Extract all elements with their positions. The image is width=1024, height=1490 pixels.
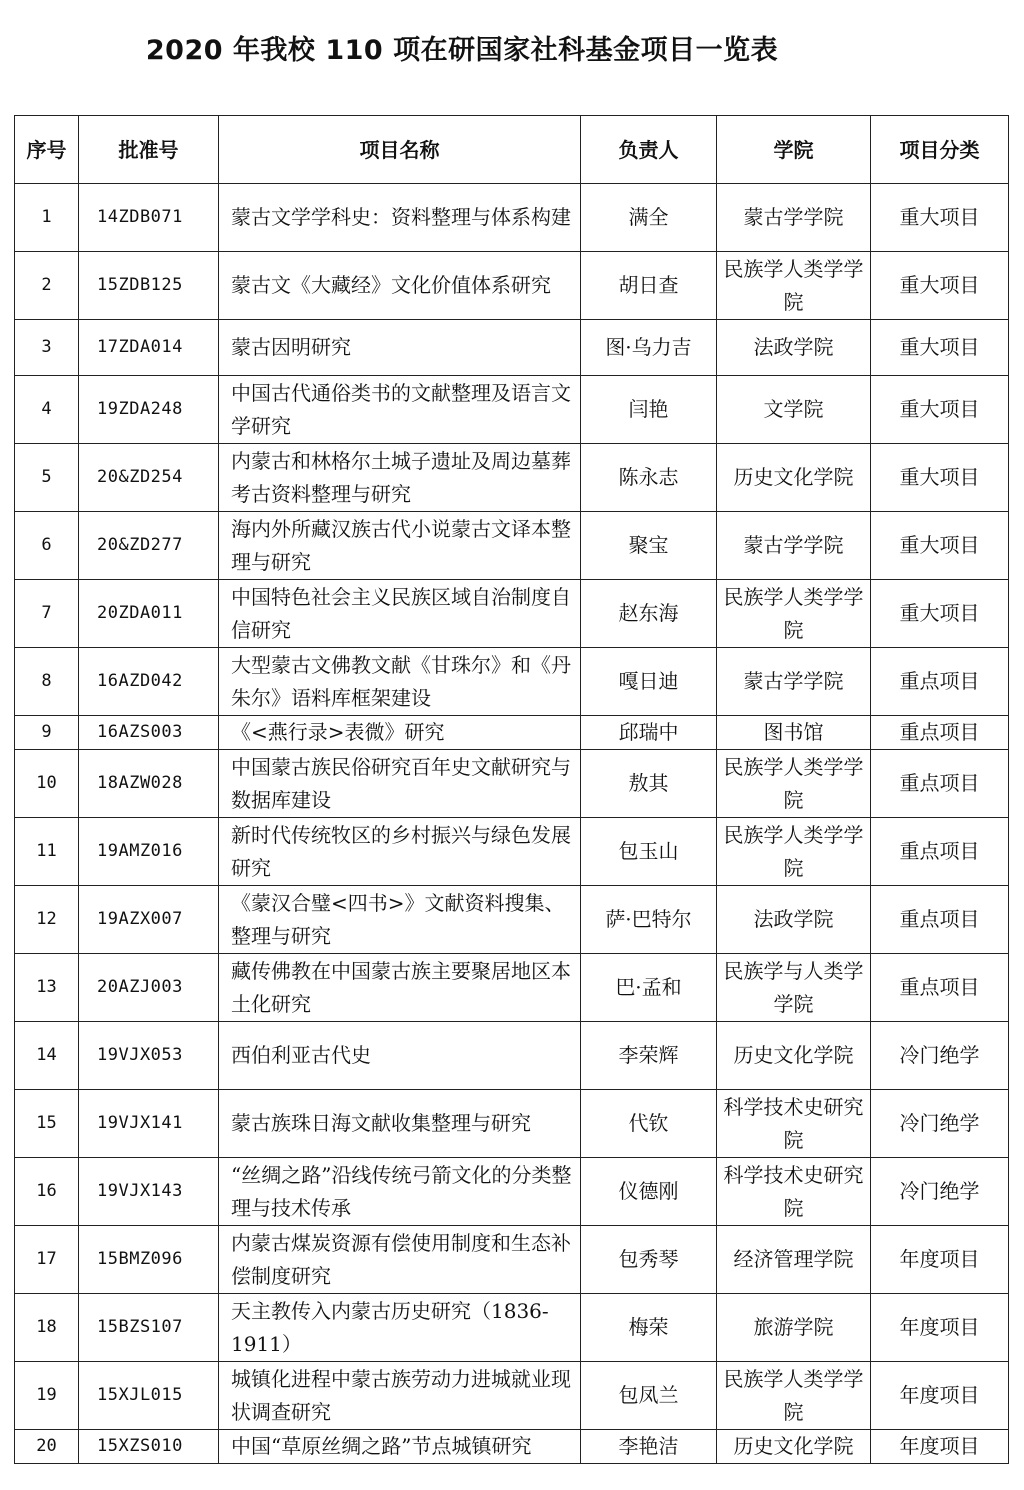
row-seq: 12	[15, 886, 79, 954]
row-leader: 聚宝	[581, 512, 717, 580]
row-approval: 17ZDA014	[79, 320, 219, 376]
row-college: 民族学人类学学院	[717, 252, 871, 320]
row-college: 民族学人类学学院	[717, 1362, 871, 1430]
row-college: 历史文化学院	[717, 444, 871, 512]
row-approval: 19AMZ016	[79, 818, 219, 886]
row-approval: 15BZS107	[79, 1294, 219, 1362]
table-row	[15, 252, 1009, 320]
row-category: 重点项目	[871, 954, 1009, 1022]
row-approval: 20ZDA011	[79, 580, 219, 648]
row-leader: 敖其	[581, 750, 717, 818]
row-project-name: 蒙古因明研究	[219, 320, 581, 376]
row-project-name: 《蒙汉合璧<四书>》文献资料搜集、整理与研究	[219, 886, 581, 954]
row-project-name: 藏传佛教在中国蒙古族主要聚居地区本土化研究	[219, 954, 581, 1022]
table-row	[15, 750, 1009, 818]
row-category: 重点项目	[871, 750, 1009, 818]
table-row	[15, 376, 1009, 444]
table-row	[15, 444, 1009, 512]
row-approval: 14ZDB071	[79, 184, 219, 252]
row-category: 冷门绝学	[871, 1090, 1009, 1158]
table-row	[15, 1226, 1009, 1294]
row-project-name: 内蒙古煤炭资源有偿使用制度和生态补偿制度研究	[219, 1226, 581, 1294]
row-seq: 18	[15, 1294, 79, 1362]
header-leader: 负责人	[581, 116, 717, 184]
row-leader: 赵东海	[581, 580, 717, 648]
row-project-name: 蒙古文《大藏经》文化价值体系研究	[219, 252, 581, 320]
row-approval: 20&ZD254	[79, 444, 219, 512]
table-row	[15, 1362, 1009, 1430]
row-college: 旅游学院	[717, 1294, 871, 1362]
table-row	[15, 1022, 1009, 1090]
row-category: 年度项目	[871, 1362, 1009, 1430]
row-category: 重点项目	[871, 886, 1009, 954]
header-name: 项目名称	[219, 116, 581, 184]
table-row	[15, 1294, 1009, 1362]
table-row	[15, 580, 1009, 648]
row-approval: 18AZW028	[79, 750, 219, 818]
row-project-name: 天主教传入内蒙古历史研究（1836-1911）	[219, 1294, 581, 1362]
row-leader: 梅荣	[581, 1294, 717, 1362]
row-college: 历史文化学院	[717, 1022, 871, 1090]
row-project-name: 中国古代通俗类书的文献整理及语言文学研究	[219, 376, 581, 444]
row-project-name: 中国“草原丝绸之路”节点城镇研究	[219, 1430, 581, 1464]
row-leader: 巴·孟和	[581, 954, 717, 1022]
row-seq: 9	[15, 716, 79, 750]
row-seq: 17	[15, 1226, 79, 1294]
row-category: 重点项目	[871, 818, 1009, 886]
row-approval: 15BMZ096	[79, 1226, 219, 1294]
row-seq: 13	[15, 954, 79, 1022]
row-approval: 19AZX007	[79, 886, 219, 954]
row-seq: 10	[15, 750, 79, 818]
row-seq: 1	[15, 184, 79, 252]
row-college: 蒙古学学院	[717, 184, 871, 252]
row-leader: 李荣辉	[581, 1022, 717, 1090]
table-row	[15, 818, 1009, 886]
row-seq: 3	[15, 320, 79, 376]
row-seq: 14	[15, 1022, 79, 1090]
row-category: 年度项目	[871, 1430, 1009, 1464]
row-seq: 2	[15, 252, 79, 320]
row-category: 冷门绝学	[871, 1158, 1009, 1226]
header-category: 项目分类	[871, 116, 1009, 184]
row-seq: 20	[15, 1430, 79, 1464]
row-leader: 陈永志	[581, 444, 717, 512]
row-project-name: 中国特色社会主义民族区域自治制度自信研究	[219, 580, 581, 648]
row-leader: 包玉山	[581, 818, 717, 886]
row-approval: 19ZDA248	[79, 376, 219, 444]
row-approval: 19VJX143	[79, 1158, 219, 1226]
row-leader: 闫艳	[581, 376, 717, 444]
table-body	[15, 184, 1009, 1464]
row-category: 重大项目	[871, 512, 1009, 580]
row-approval: 15ZDB125	[79, 252, 219, 320]
header-row	[15, 116, 1009, 184]
row-approval: 19VJX141	[79, 1090, 219, 1158]
row-college: 蒙古学学院	[717, 512, 871, 580]
row-project-name: 大型蒙古文佛教文献《甘珠尔》和《丹朱尔》语料库框架建设	[219, 648, 581, 716]
row-project-name: 中国蒙古族民俗研究百年史文献研究与数据库建设	[219, 750, 581, 818]
row-project-name: 内蒙古和林格尔土城子遗址及周边墓葬考古资料整理与研究	[219, 444, 581, 512]
row-category: 年度项目	[871, 1226, 1009, 1294]
row-college: 民族学人类学学院	[717, 818, 871, 886]
row-leader: 图·乌力吉	[581, 320, 717, 376]
table-row	[15, 184, 1009, 252]
row-seq: 8	[15, 648, 79, 716]
row-approval: 16AZD042	[79, 648, 219, 716]
row-leader: 代钦	[581, 1090, 717, 1158]
row-leader: 胡日查	[581, 252, 717, 320]
row-leader: 满全	[581, 184, 717, 252]
row-approval: 19VJX053	[79, 1022, 219, 1090]
row-category: 年度项目	[871, 1294, 1009, 1362]
row-category: 冷门绝学	[871, 1022, 1009, 1090]
row-project-name: 蒙古文学学科史：资料整理与体系构建	[219, 184, 581, 252]
row-leader: 包秀琴	[581, 1226, 717, 1294]
row-category: 重大项目	[871, 376, 1009, 444]
row-leader: 仪德刚	[581, 1158, 717, 1226]
row-category: 重大项目	[871, 184, 1009, 252]
row-approval: 15XZS010	[79, 1430, 219, 1464]
row-college: 科学技术史研究院	[717, 1090, 871, 1158]
row-college: 法政学院	[717, 886, 871, 954]
row-seq: 16	[15, 1158, 79, 1226]
header-college: 学院	[717, 116, 871, 184]
row-category: 重点项目	[871, 648, 1009, 716]
row-seq: 5	[15, 444, 79, 512]
row-seq: 7	[15, 580, 79, 648]
table-row	[15, 716, 1009, 750]
header-approval: 批准号	[79, 116, 219, 184]
row-approval: 16AZS003	[79, 716, 219, 750]
row-project-name: “丝绸之路”沿线传统弓箭文化的分类整理与技术传承	[219, 1158, 581, 1226]
row-college: 法政学院	[717, 320, 871, 376]
projects-table	[14, 115, 1009, 1464]
table-row	[15, 1090, 1009, 1158]
page-title: 2020 年我校 110 项在研国家社科基金项目一览表	[145, 35, 779, 66]
row-seq: 19	[15, 1362, 79, 1430]
row-college: 经济管理学院	[717, 1226, 871, 1294]
table-row	[15, 886, 1009, 954]
table-row	[15, 1158, 1009, 1226]
row-category: 重点项目	[871, 716, 1009, 750]
row-project-name: 新时代传统牧区的乡村振兴与绿色发展研究	[219, 818, 581, 886]
row-college: 历史文化学院	[717, 1430, 871, 1464]
row-leader: 嘎日迪	[581, 648, 717, 716]
row-seq: 11	[15, 818, 79, 886]
row-leader: 邱瑞中	[581, 716, 717, 750]
row-college: 民族学与人类学学院	[717, 954, 871, 1022]
row-leader: 萨·巴特尔	[581, 886, 717, 954]
row-college: 文学院	[717, 376, 871, 444]
row-leader: 包凤兰	[581, 1362, 717, 1430]
row-project-name: 《<燕行录>表微》研究	[219, 716, 581, 750]
row-leader: 李艳洁	[581, 1430, 717, 1464]
table-row	[15, 1430, 1009, 1464]
row-seq: 15	[15, 1090, 79, 1158]
row-approval: 15XJL015	[79, 1362, 219, 1430]
row-seq: 6	[15, 512, 79, 580]
row-category: 重大项目	[871, 320, 1009, 376]
row-project-name: 蒙古族珠日海文献收集整理与研究	[219, 1090, 581, 1158]
row-project-name: 西伯利亚古代史	[219, 1022, 581, 1090]
row-college: 民族学人类学学院	[717, 580, 871, 648]
row-college: 图书馆	[717, 716, 871, 750]
row-approval: 20&ZD277	[79, 512, 219, 580]
table-row	[15, 954, 1009, 1022]
row-category: 重大项目	[871, 252, 1009, 320]
row-college: 民族学人类学学院	[717, 750, 871, 818]
row-project-name: 海内外所藏汉族古代小说蒙古文译本整理与研究	[219, 512, 581, 580]
row-approval: 20AZJ003	[79, 954, 219, 1022]
table-row	[15, 512, 1009, 580]
row-seq: 4	[15, 376, 79, 444]
row-college: 蒙古学学院	[717, 648, 871, 716]
row-college: 科学技术史研究院	[717, 1158, 871, 1226]
header-seq: 序号	[15, 116, 79, 184]
row-project-name: 城镇化进程中蒙古族劳动力进城就业现状调查研究	[219, 1362, 581, 1430]
row-category: 重大项目	[871, 444, 1009, 512]
table-row	[15, 320, 1009, 376]
table-row	[15, 648, 1009, 716]
row-category: 重大项目	[871, 580, 1009, 648]
